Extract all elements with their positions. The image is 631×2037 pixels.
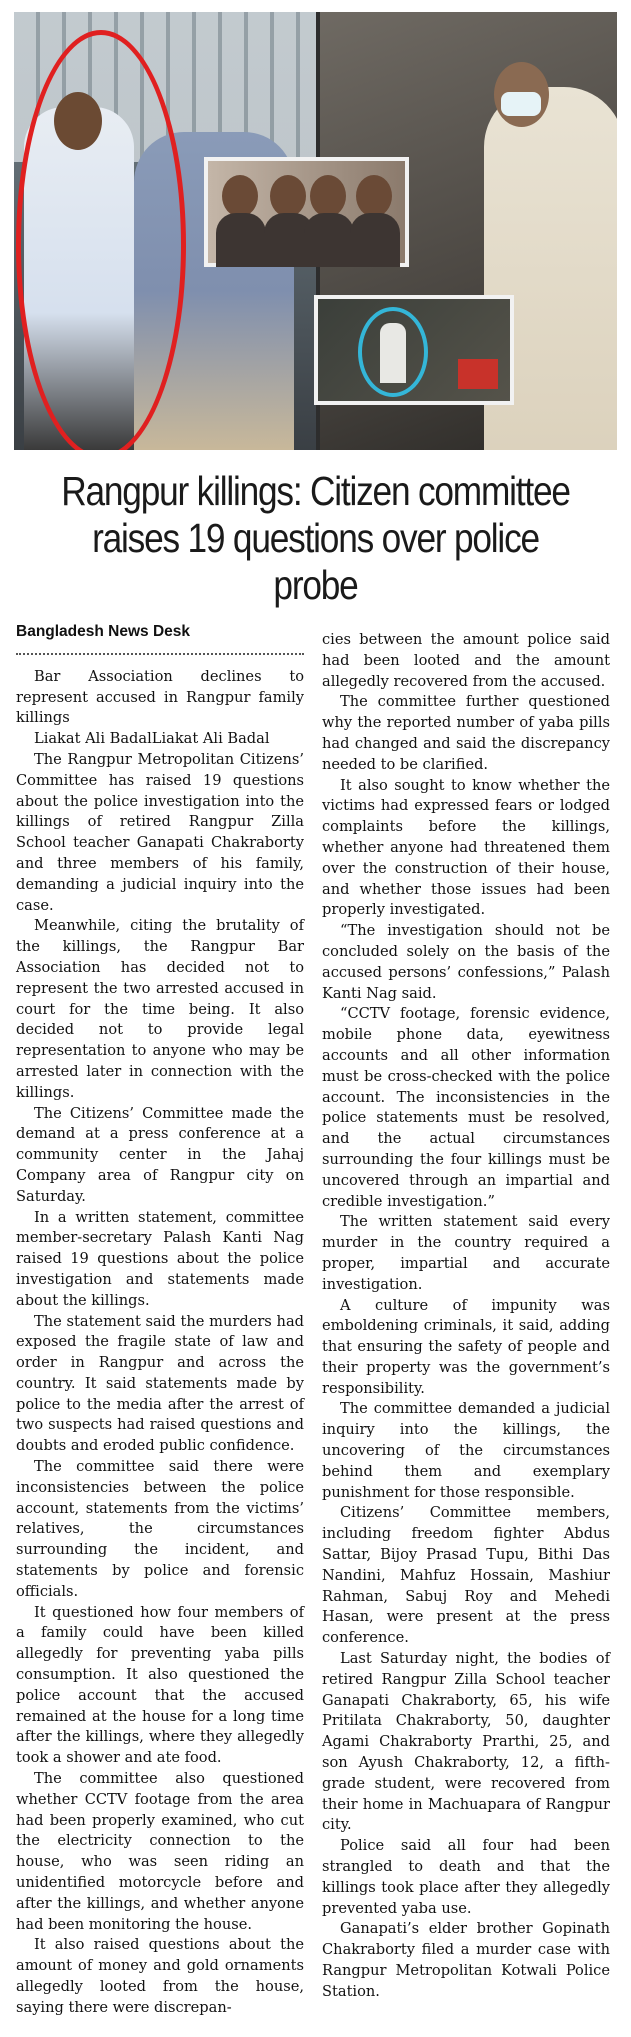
photo-red-highlight-circle: [16, 30, 186, 450]
cctv-red-object: [458, 359, 498, 389]
family-face: [270, 175, 306, 217]
paragraph: It also sought to know whether the victims had expressed fears or lodged complaints before the killings, whether anyone had threatened them over the construction of their house, and whether those issues had been properly investigated.: [322, 776, 610, 919]
paragraph: The committee said there were inconsistencies between the police account, statements from the victims’ relatives, the circumstances surrounding the incident, and statements by police and forensic officials.: [16, 1458, 304, 1600]
paragraph: In a written statement, committee member-secretary Palash Kanti Nag raised 19 questions about the police investigation and statements made about the killings.: [16, 1208, 304, 1309]
paragraph: Ganapati’s elder brother Gopinath Chakraborty filed a murder case with Rangpur Metropolitan Kotwali Police Station.: [322, 1920, 610, 2000]
paragraph-continued: cies between the amount police said had been looted and the amount allegedly recovered from the accused.: [322, 631, 610, 690]
headline: Rangpur killings: Citizen committee raises 19 questions over police probe: [61, 468, 570, 608]
paragraph: A culture of impunity was emboldening criminals, it said, adding that ensuring the safety of people and their property was the government’s responsibility.: [322, 1296, 610, 1397]
paragraph: The committee demanded a judicial inquiry into the killings, the uncovering of the circumstances behind them and exemplary punishment for those responsible.: [322, 1400, 610, 1501]
paragraph: Police said all four had been strangled to death and that the killings took place after they allegedly prevented yaba use.: [322, 1837, 610, 1917]
family-face: [356, 175, 392, 217]
quote-paragraph: “CCTV footage, forensic evidence, mobile phone data, eyewitness accounts and all other information must be cross-checked with the police account. The inconsistencies in the police statements must be resolved, and the actual circumstances surrounding the four killings must be uncovered through an impartial and credible investigation.”: [322, 1005, 610, 1210]
photo-face-mask: [501, 92, 541, 116]
family-body: [304, 213, 354, 267]
paragraph: Meanwhile, citing the brutality of the killings, the Rangpur Bar Association has decided not to represent the two arrested accused in court for the time being. It also decided not to provide legal representation to anyone who may be arrested later in connection with the killings.: [16, 917, 304, 1101]
paragraph: The written statement said every murder in the country required a proper, impartial and accurate investigation.: [322, 1213, 610, 1293]
family-body: [216, 213, 266, 267]
byline: Liakat Ali BadalLiakat Ali Badal: [34, 730, 270, 748]
paragraph: It also raised questions about the amount of money and gold ornaments allegedly looted from the house, saying there were discrepan-: [16, 1936, 304, 2016]
paragraph: The Rangpur Metropolitan Citizens’ Committee has raised 19 questions about the police investigation into the killings of retired Rangpur Zilla School teacher Ganapati Chakraborty and three members of his family, demanding a judicial inquiry into the case.: [16, 750, 304, 914]
inset-cctv-still: [314, 295, 514, 405]
subheadline: Bar Association declines to represent accused in Rangpur family killings: [16, 667, 304, 727]
inset-family-photo: [204, 157, 409, 267]
paragraph: Citizens’ Committee members, including freedom fighter Abdus Sattar, Bijoy Prasad Tupu, Bithi Das Nandini, Mahfuz Hossain, Mashiur Rahman, Sabuj Roy and Mehedi Hasan, were present at the press conference.: [322, 1504, 610, 1647]
article-column-2: [322, 630, 610, 2003]
quote-paragraph: “The investigation should not be concluded solely on the basis of the accused persons’ confessions,” Palash Kanti Nag said.: [322, 922, 610, 1002]
news-desk: Bangladesh News Desk: [16, 623, 191, 640]
cctv-blue-highlight-circle: [358, 307, 428, 397]
article-column-1: [16, 622, 304, 2019]
paragraph: The statement said the murders had exposed the fragile state of law and order in Rangpur and across the country. It said statements made by police to the media after the arrest of two suspects had raised questions and doubts and eroded public confidence.: [16, 1312, 304, 1455]
paragraph: The committee also questioned whether CCTV footage from the area had been properly examined, who cut the electricity connection to the house, who was seen riding an unidentified motorcycle before and after the killings, and whether anyone had been monitoring the house.: [16, 1770, 304, 1933]
family-face: [222, 175, 258, 217]
paragraph: Last Saturday night, the bodies of retired Rangpur Zilla School teacher Ganapati Chakraborty, 65, his wife Pritilata Chakraborty, 50, daughter Agami Chakraborty Prarthi, 25, and son Ayush Chakraborty, 12, a fifth-grade student, were recovered from their home in Machuapara of Rangpur city.: [322, 1650, 610, 1834]
family-body: [350, 213, 400, 267]
news-photo: [14, 12, 617, 450]
paragraph: The Citizens’ Committee made the demand at a press conference at a community center in the Jahaj Company area of Rangpur city on Saturday.: [16, 1104, 304, 1205]
family-face: [310, 175, 346, 217]
paragraph: The committee further questioned why the reported number of yaba pills had changed and said the discrepancy needed to be clarified.: [322, 693, 610, 773]
paragraph: It questioned how four members of a family could have been killed allegedly for preventing yaba pills consumption. It also questioned the police account that the accused remained at the house for a long time after the killings, where they allegedly took a shower and ate food.: [16, 1603, 304, 1767]
dotted-divider: [16, 649, 304, 655]
